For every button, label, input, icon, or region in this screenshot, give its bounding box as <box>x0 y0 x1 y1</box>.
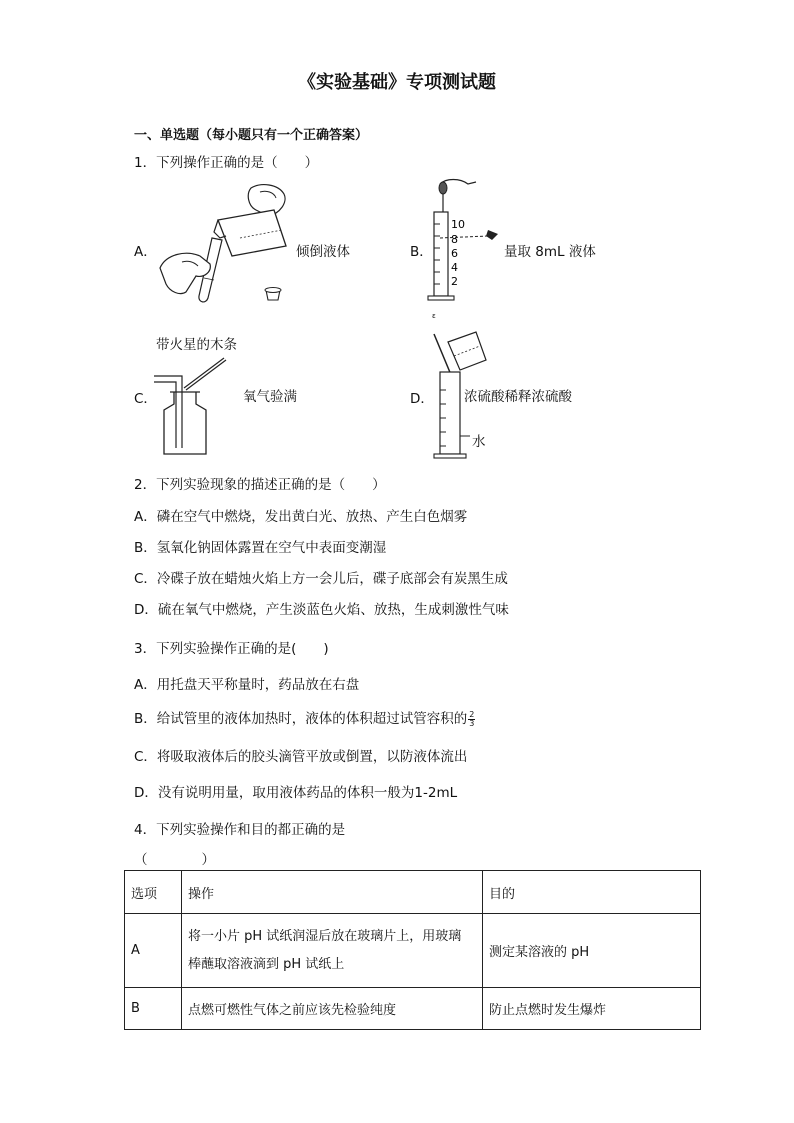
section-heading: 一、单选题（每小题只有一个正确答案） <box>134 128 369 143</box>
question-4-stem: 4．下列实验操作和目的都正确的是 <box>134 822 346 838</box>
scale-label-6: 6 <box>451 247 458 260</box>
question-3-stem: 3．下列实验操作正确的是( ) <box>134 641 329 657</box>
table-row <box>125 914 701 988</box>
row-b-option: B <box>125 988 182 1030</box>
question-2-stem: 2．下列实验现象的描述正确的是（ ） <box>134 477 386 493</box>
row-a-option: A <box>125 914 182 988</box>
q1-option-c-letter: C． <box>134 391 157 407</box>
q1-option-a-caption: 倾倒液体 <box>296 244 350 260</box>
fraction-two-thirds <box>468 711 475 728</box>
scale-label-10: 10 <box>451 218 465 231</box>
scale-label-4: 4 <box>451 261 458 274</box>
header-operation: 操作 <box>182 871 483 914</box>
q1-option-d-caption: 浓硫酸稀释浓硫酸 <box>464 389 572 405</box>
header-purpose: 目的 <box>483 871 701 914</box>
fraction-denominator: 3 <box>469 718 475 728</box>
scale-label-2: 2 <box>451 275 458 288</box>
q2-option-d: D．硫在氧气中燃烧，产生淡蓝色火焰、放热，生成刺激性气味 <box>134 602 509 618</box>
table-row <box>125 988 701 1030</box>
answer-table <box>124 870 701 1030</box>
graduated-cylinder-illustration <box>426 176 506 302</box>
page-title: 《实验基础》专项测试题 <box>298 72 496 93</box>
header-option: 选项 <box>125 871 182 914</box>
question-1-stem: 1．下列操作正确的是（ ） <box>134 155 319 171</box>
row-a-operation-line-2: 棒蘸取溶液滴到 pH 试纸上 <box>188 956 345 972</box>
q1-option-d-water-label: 水 <box>472 434 486 450</box>
pouring-liquid-illustration <box>156 180 296 308</box>
q3-option-d: D．没有说明用量，取用液体药品的体积一般为1-2mL <box>134 785 458 801</box>
table-header-row <box>125 871 701 914</box>
q1-option-b-letter: B． <box>410 244 433 260</box>
q2-option-a: A．磷在空气中燃烧，发出黄白光、放热、产生白色烟雾 <box>134 509 468 525</box>
row-b-purpose: 防止点燃时发生爆炸 <box>483 988 701 1030</box>
q3-option-c: C．将吸取液体后的胶头滴管平放或倒置，以防液体流出 <box>134 749 468 765</box>
gas-bottle-illustration <box>154 352 240 456</box>
fraction-numerator: 2 <box>469 709 475 719</box>
q1-option-b-caption: 量取 8mL 液体 <box>504 244 596 260</box>
row-b-operation: 点燃可燃性气体之前应该先检验纯度 <box>182 988 483 1030</box>
q3-option-b <box>134 707 475 728</box>
q1-option-d-letter: D． <box>410 391 434 407</box>
question-4-answer-paren: （ ） <box>134 852 215 868</box>
row-a-purpose: 测定某溶液的 pH <box>483 914 701 988</box>
q3-option-a: A．用托盘天平称量时，药品放在右盘 <box>134 677 360 693</box>
scale-label-8: 8 <box>451 233 458 246</box>
eye-icon <box>486 230 498 240</box>
q2-option-b: B．氢氧化钠固体露置在空气中表面变潮湿 <box>134 540 387 556</box>
stray-mark: ε <box>432 312 436 320</box>
q1-option-c-caption: 氧气验满 <box>243 389 297 405</box>
row-a-operation-line-1: 将一小片 pH 试纸润湿后放在玻璃片上，用玻璃 <box>188 928 462 944</box>
q2-option-c: C．冷碟子放在蜡烛火焰上方一会儿后，碟子底部会有炭黑生成 <box>134 571 508 587</box>
q3-option-b-text: B．给试管里的液体加热时，液体的体积超过试管容积的 <box>134 711 468 727</box>
q1-option-a-letter: A． <box>134 244 157 260</box>
q1-option-c-label: 带火星的木条 <box>156 337 237 353</box>
row-a-operation <box>182 914 483 988</box>
